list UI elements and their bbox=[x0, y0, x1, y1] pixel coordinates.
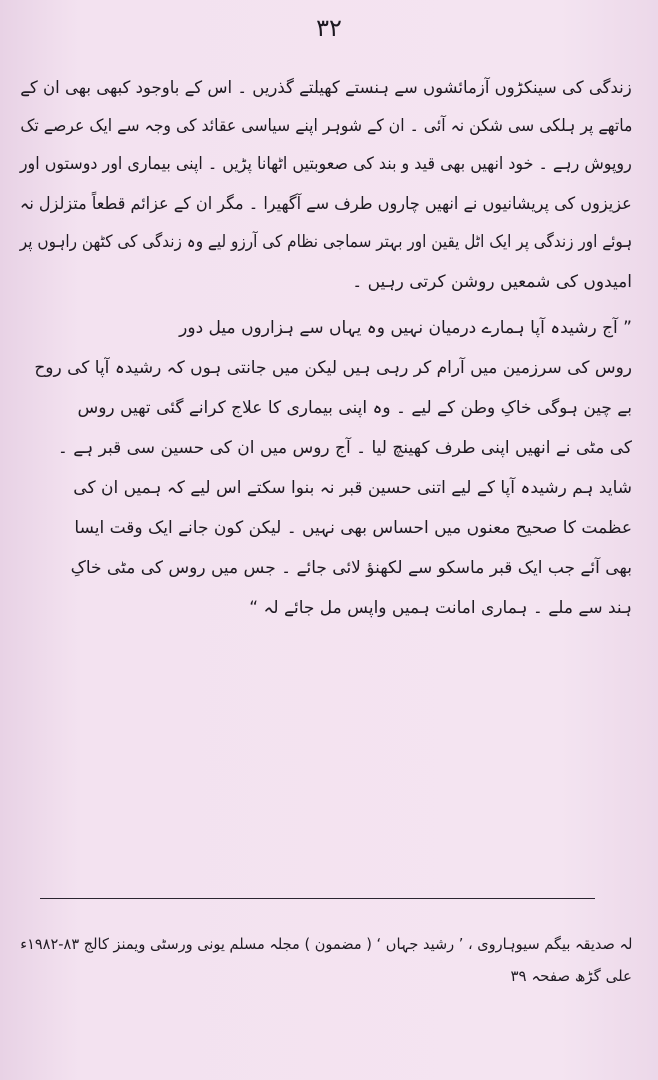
text-line: روپوش رہے ۔ خود انھیں بھی قید و بند کی صعوبتیں اٹھانا پڑیں ۔ اپنی بیماری اور دوستوں اور bbox=[20, 154, 632, 174]
quote-line: عظمت کا صحیح معنوں میں احساس بھی نہیں ۔ لیکن کون جانے ایک وقت ایسا bbox=[74, 518, 632, 538]
text-line: ماتھے پر ہلکی سی شکن نہ آئی ۔ ان کے شوہر اپنے سیاسی عقائد کی وجہ سے ایک عرصے تک bbox=[19, 116, 632, 136]
footnote-divider bbox=[40, 898, 595, 899]
text-line: امیدوں کی شمعیں روشن کرتی رہیں ۔ bbox=[352, 272, 632, 292]
quote-line: ہند سے ملے ۔ ہماری امانت ہمیں واپس مل جائے لہ “ bbox=[249, 598, 632, 618]
quote-line: بے چین ہوگی خاکِ وطن کے لیے ۔ وہ اپنی بیماری کا علاج کرانے گئی تھیں روس bbox=[77, 398, 632, 418]
footnote-line: علی گڑھ صفحہ ۳۹ bbox=[510, 967, 632, 985]
text-line: زندگی کی سینکڑوں آزمائشوں سے ہنستے کھیلتے گذریں ۔ اس کے باوجود کبھی بھی ان کے bbox=[20, 78, 632, 98]
footnote-line: لہ صدیقہ بیگم سیوہاروی ، ’ رشید جہاں ‘ ( مضمون ) مجلہ مسلم یونی ورسٹی ویمنز کالج ۸۳-۱۹۸۲ء bbox=[19, 935, 633, 953]
quote-line: شاید ہم رشیدہ آپا کے لیے اتنی حسین قبر نہ بنوا سکتے اس لیے کہ ہمیں ان کی bbox=[73, 478, 632, 498]
quote-line: روس کی سرزمین میں آرام کر رہی ہیں لیکن میں جانتی ہوں کہ رشیدہ آپا کی روح bbox=[34, 358, 632, 378]
page-number: ۳۲ bbox=[316, 14, 342, 42]
text-line: ہوئے اور زندگی پر ایک اٹل یقین اور بہتر سماجی نظام کی آرزو لیے وہ زندگی کی کٹھن راہوں پر bbox=[19, 232, 632, 252]
quote-line: کی مٹی نے انھیں اپنی طرف کھینچ لیا ۔ آج روس میں ان کی حسین سی قبر ہے ۔ bbox=[57, 438, 632, 458]
text-line: عزیزوں کی پریشانیوں نے انھیں چاروں طرف سے آگھیرا ۔ مگر ان کے عزائم قطعاً متزلزل نہ bbox=[20, 194, 632, 214]
quote-line: ” آج رشیدہ آپا ہمارے درمیان نہیں وہ یہاں سے ہزاروں میل دور bbox=[179, 318, 632, 338]
quote-line: بھی آئے جب ایک قبر ماسکو سے لکھنؤ لائی جائے ۔ جس میں روس کی مٹی خاکِ bbox=[70, 558, 632, 578]
